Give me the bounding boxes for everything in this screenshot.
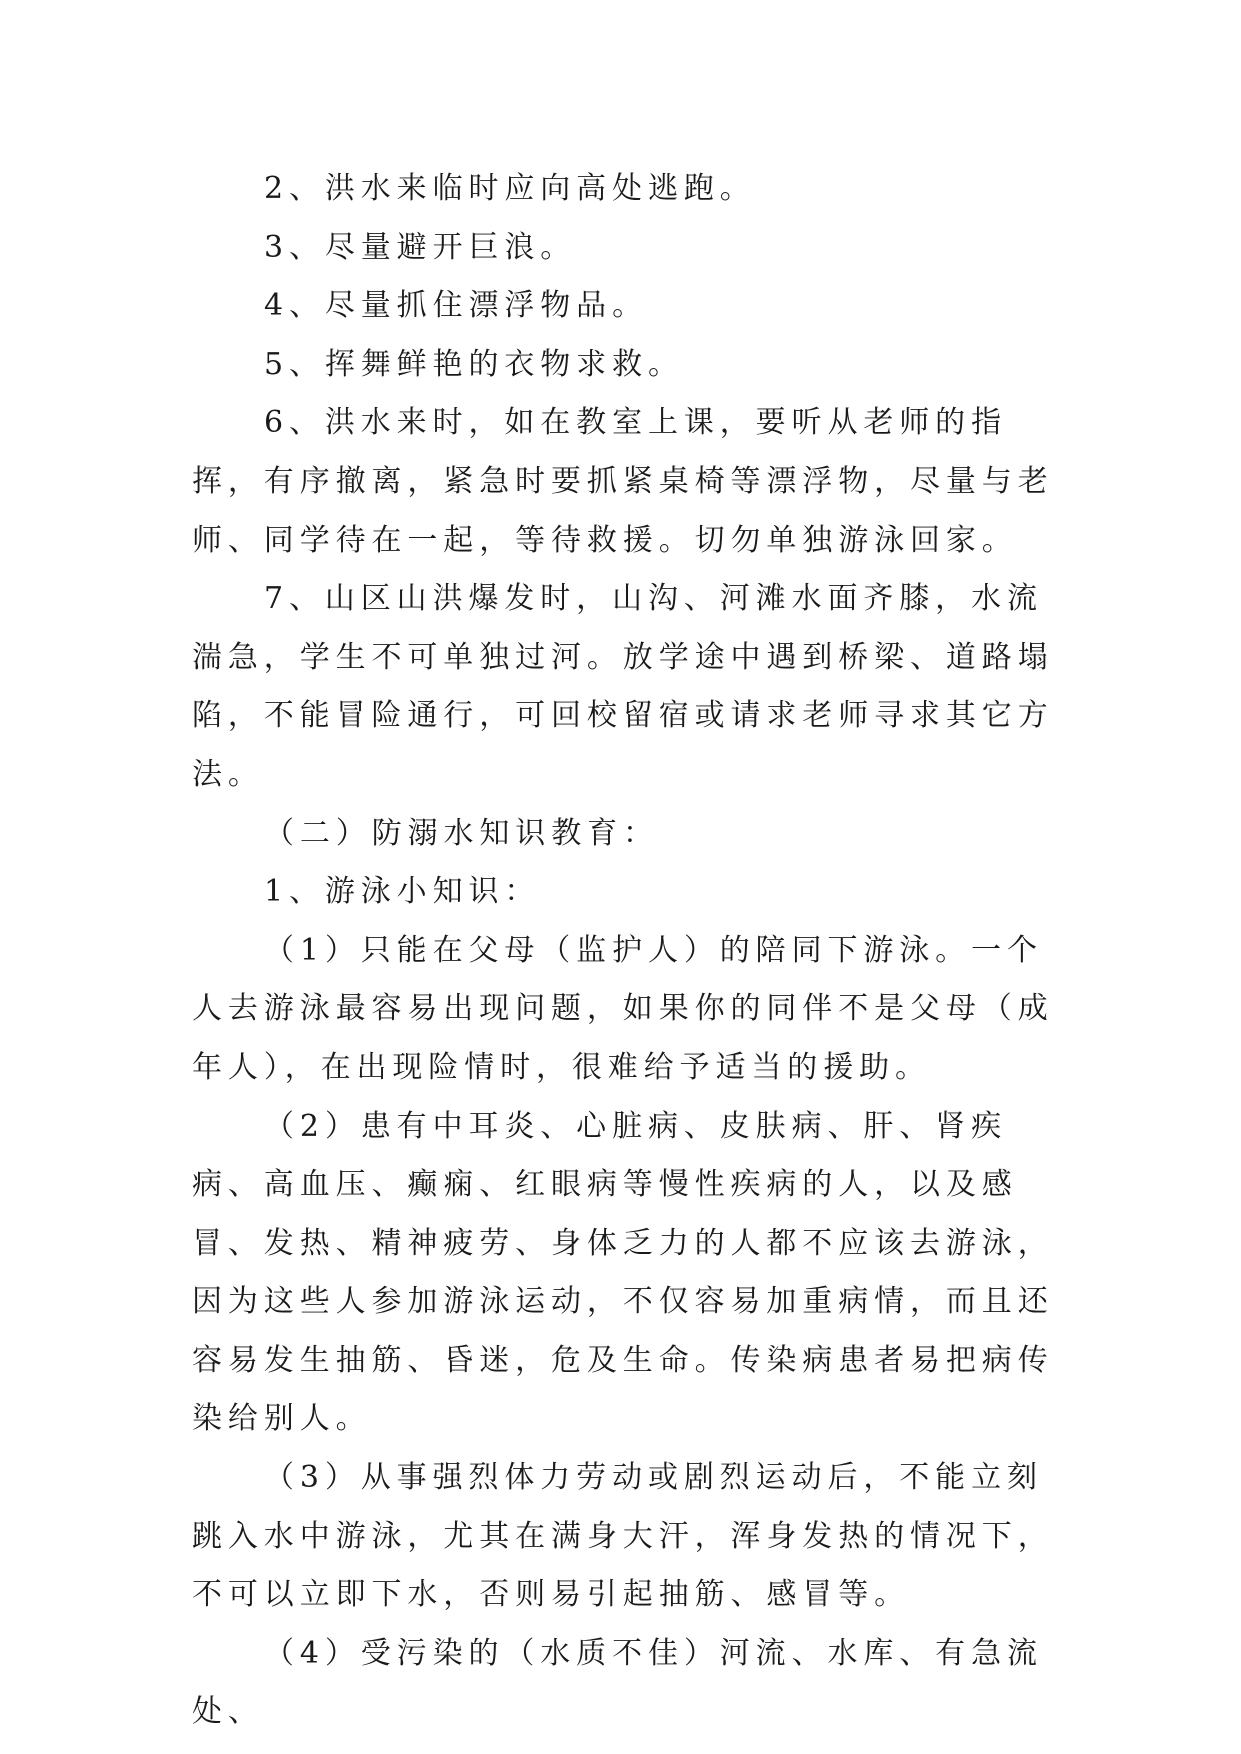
- list-item-flood-escape-high-ground: 2、洪水来临时应向高处逃跑。: [264, 171, 756, 206]
- list-item-mountain-flash-flood: 7、山区山洪爆发时，山沟、河滩水面齐膝，水流湍急，学生不可单独过河。放学途中遇到桥梁、道路塌陷，不能冒险通行，可回校留宿或请求老师寻求其它方法。: [192, 581, 1054, 792]
- list-item-health-conditions: （2）患有中耳炎、心脏病、皮肤病、肝、肾疾病、高血压、癫痫、红眼病等慢性疾病的人，以及感冒、发热、精神疲劳、身体乏力的人都不应该去游泳，因为这些人参加游泳运动，不仅容易加重病情，而且还容易发生抽筋、昏迷，危及生命。传染病患者易把病传染给别人。: [192, 1108, 1054, 1437]
- list-item-after-exercise: （3）从事强烈体力劳动或剧烈运动后，不能立刻跳入水中游泳，尤其在满身大汗，浑身发热的情况下，不可以立即下水，否则易引起抽筋、感冒等。: [192, 1460, 1054, 1613]
- list-item-swim-with-guardian: （1）只能在父母（监护人）的陪同下游泳。一个人去游泳最容易出现问题，如果你的同伴不是父母（成年人），在出现险情时，很难给予适当的援助。: [192, 932, 1054, 1085]
- list-item-wave-bright-clothes: 5、挥舞鲜艳的衣物求救。: [264, 346, 684, 382]
- list-item-classroom-flood: 6、洪水来时，如在教室上课，要听从老师的指挥，有序撤离，紧急时要抓紧桌椅等漂浮物，尽量与老师、同学待在一起，等待救援。切勿单独游泳回家。: [192, 405, 1054, 558]
- list-item-grab-floating-objects: 4、尽量抓住漂浮物品。: [264, 288, 648, 324]
- subheading-swimming-tips: 1、游泳小知识：: [264, 874, 541, 910]
- section-heading-drowning-prevention: （二）防溺水知识教育：: [264, 815, 659, 851]
- list-item-polluted-water: （4）受污染的（水质不佳）河流、水库、有急流处、: [192, 1635, 1043, 1730]
- list-item-avoid-waves: 3、尽量避开巨浪。: [264, 229, 577, 265]
- document-body: [192, 160, 1062, 1742]
